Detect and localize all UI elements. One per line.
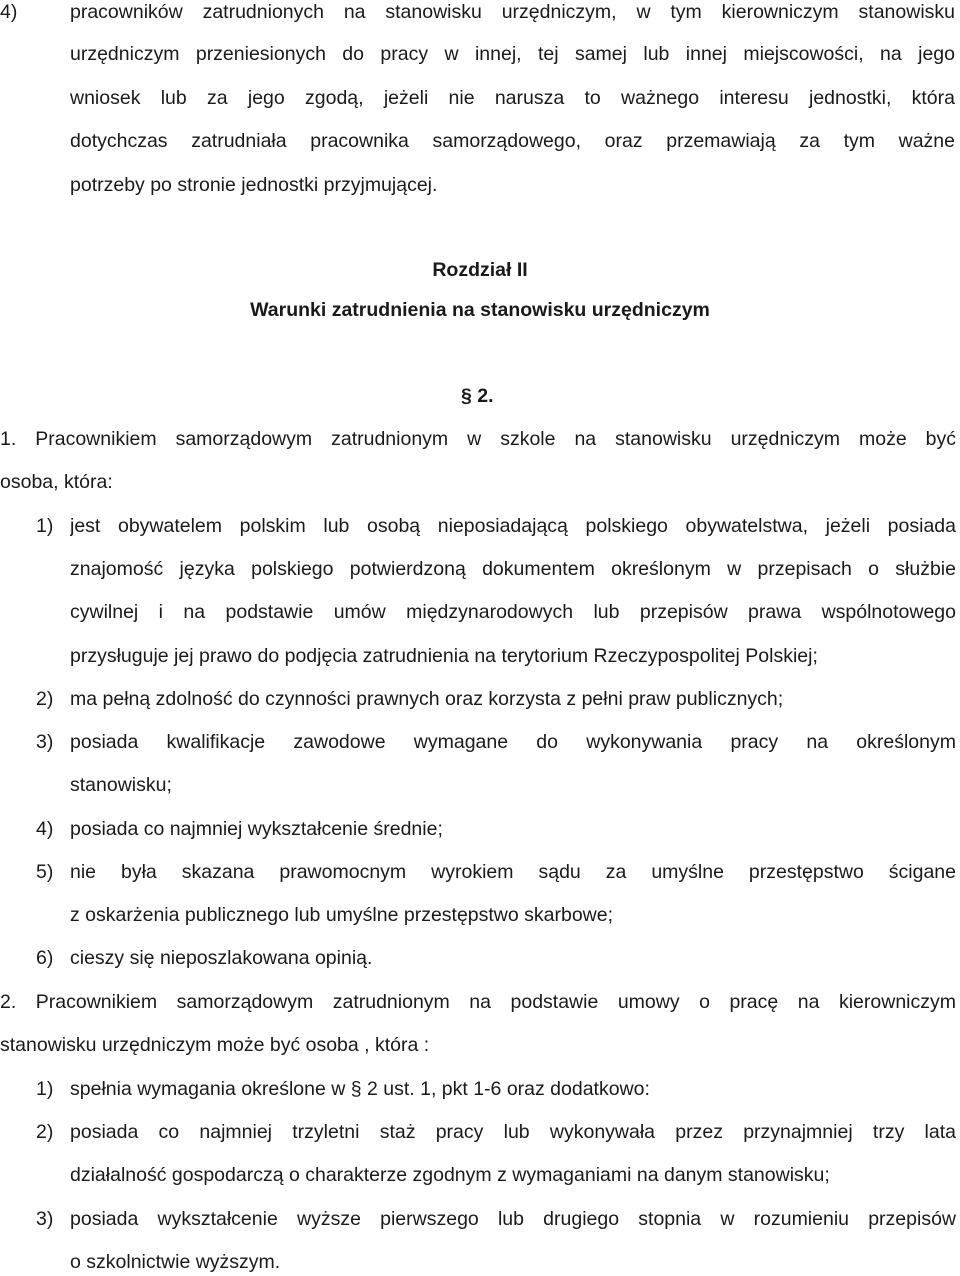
list-item-text: cieszy się nieposzlakowana opinią. — [70, 947, 373, 969]
list-item-number: 6) — [36, 947, 54, 969]
list-item-text: posiada co najmniej wykształcenie średnie; — [70, 818, 443, 840]
text-line: potrzeby po stronie jednostki przyjmującej. — [70, 174, 438, 196]
list-item-number: 1) — [36, 1078, 54, 1100]
list-item-text: cywilnej i na podstawie umów międzynarodowych lub przepisów prawa wspólnotowego — [70, 601, 956, 623]
paragraph-line: 2. Pracownikiem samorządowym zatrudnionym na podstawie umowy o pracę na kierowniczym — [0, 991, 956, 1013]
text-line: wniosek lub za jego zgodą, jeżeli nie narusza to ważnego interesu jednostki, która — [70, 87, 955, 109]
list-item-number: 2) — [36, 688, 54, 710]
paragraph-line: 1. Pracownikiem samorządowym zatrudnionym w szkole na stanowisku urzędniczym może być — [0, 428, 956, 450]
paragraph-line: stanowisku urzędniczym może być osoba , która : — [0, 1034, 430, 1056]
paragraph-line: osoba, która: — [0, 471, 113, 493]
list-item-text: spełnia wymagania określone w § 2 ust. 1, pkt 1-6 oraz dodatkowo: — [70, 1078, 650, 1100]
list-item-text: o szkolnictwie wyższym. — [70, 1251, 281, 1273]
list-item-text: działalność gospodarczą o charakterze zgodnym z wymaganiami na danym stanowisku; — [70, 1164, 830, 1186]
list-item-number: 5) — [36, 861, 54, 883]
list-item-number: 3) — [36, 731, 54, 753]
text-line: urzędniczym przeniesionych do pracy w innej, tej samej lub innej miejscowości, na jego — [70, 43, 955, 65]
list-item-text: jest obywatelem polskim lub osobą nieposiadającą polskiego obywatelstwa, jeżeli posiada — [70, 515, 956, 537]
list-item-number: 4) — [36, 818, 54, 840]
list-item-text: nie była skazana prawomocnym wyrokiem sądu za umyślne przestępstwo ścigane — [70, 861, 956, 883]
list-item-text: posiada wykształcenie wyższe pierwszego lub drugiego stopnia w rozumieniu przepisów — [70, 1208, 956, 1230]
list-item-text: stanowisku; — [70, 774, 172, 796]
text-line: dotychczas zatrudniała pracownika samorządowego, oraz przemawiają za tym ważne — [70, 130, 955, 152]
list-item-number: 4) — [0, 1, 18, 23]
list-item-number: 3) — [36, 1208, 54, 1230]
list-item-text: posiada co najmniej trzyletni staż pracy lub wykonywała przez przynajmniej trzy lata — [70, 1121, 956, 1143]
list-item-text: przysługuje jej prawo do podjęcia zatrudnienia na terytorium Rzeczypospolitej Polskiej; — [70, 645, 818, 667]
list-item-text: posiada kwalifikacje zawodowe wymagane do wykonywania pracy na określonym — [70, 731, 956, 753]
list-item-number: 2) — [36, 1121, 54, 1143]
list-item-text: ma pełną zdolność do czynności prawnych oraz korzysta z pełni praw publicznych; — [70, 688, 784, 710]
chapter-subtitle: Warunki zatrudnienia na stanowisku urzędniczym — [250, 299, 710, 321]
list-item-text: z oskarżenia publicznego lub umyślne przestępstwo skarbowe; — [70, 904, 614, 926]
chapter-title: Rozdział II — [432, 259, 528, 281]
list-item-text: znajomość języka polskiego potwierdzoną dokumentem określonym w przepisach o służbie — [70, 558, 956, 580]
list-item-number: 1) — [36, 515, 54, 537]
text-line: pracowników zatrudnionych na stanowisku urzędniczym, w tym kierowniczym stanowisku — [70, 1, 955, 23]
section-label: § 2. — [461, 385, 494, 407]
